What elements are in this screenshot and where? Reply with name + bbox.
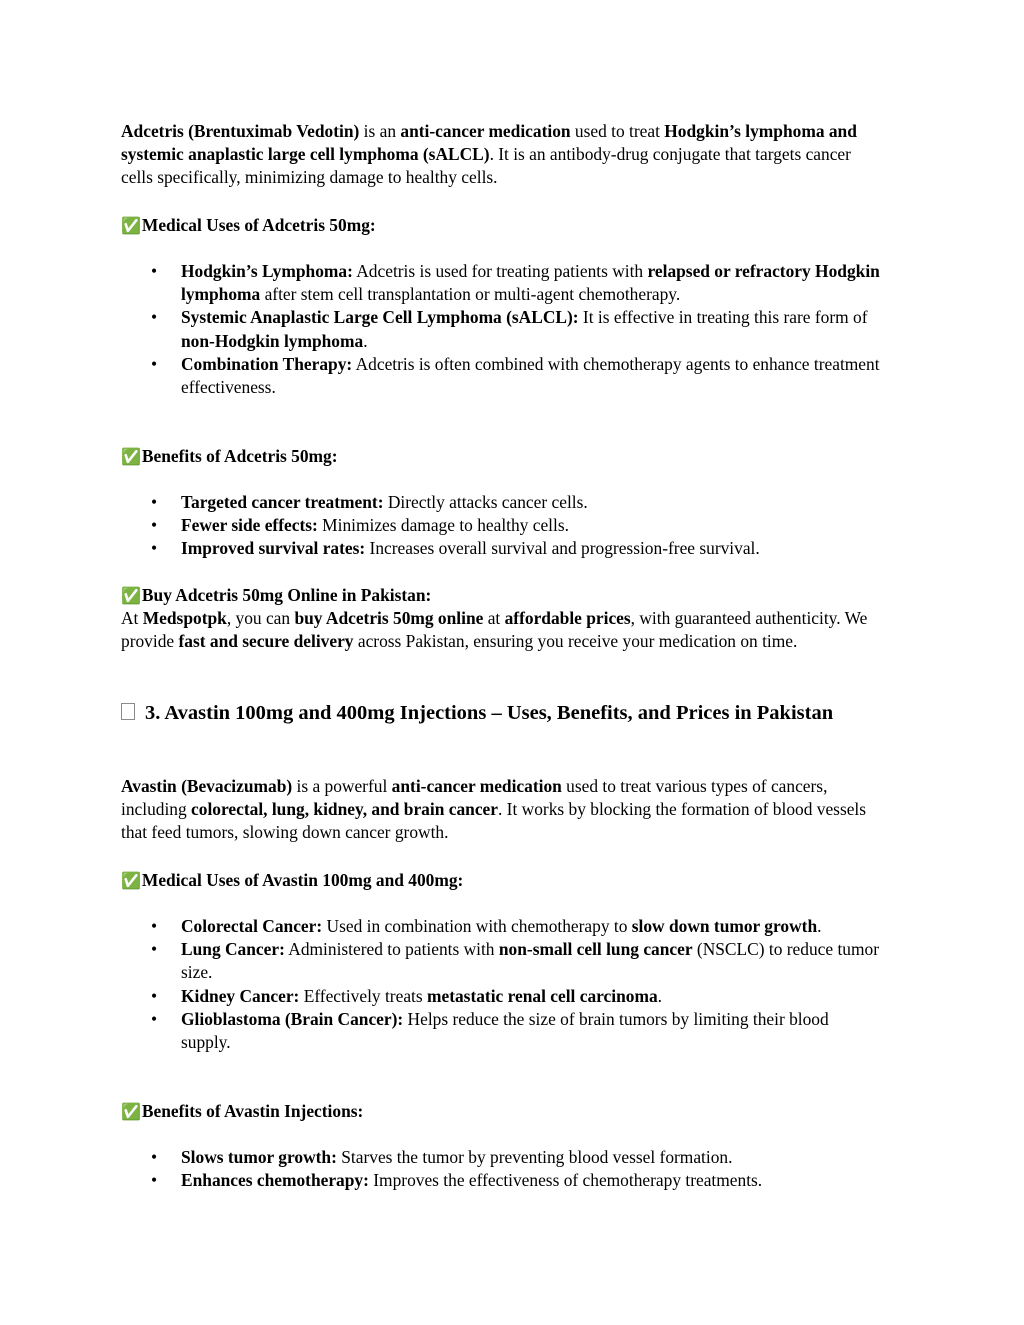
avastin-uses-list bbox=[121, 915, 881, 1054]
avastin-benefits-list bbox=[121, 1146, 881, 1192]
missing-glyph-icon bbox=[121, 703, 135, 720]
checkmark-icon: ✅ bbox=[121, 216, 141, 235]
checkmark-icon: ✅ bbox=[121, 447, 141, 466]
adcetris-intro: Adcetris (Brentuximab Vedotin) is an anti-cancer medication used to treat Hodgkin’s lymphoma and systemic anaplastic large cell lymphoma (sALCL). It is an antibody-drug conjugate that targets cancer cells specifically, minimizing damage to healthy cells. bbox=[121, 121, 857, 188]
adcetris-buy-section bbox=[121, 584, 881, 654]
list-item: • Hodgkin’s Lymphoma: Adcetris is used for treating patients with relapsed or refractory Hodgkin lymphoma after stem cell transplantation or multi-agent chemotherapy. bbox=[121, 260, 881, 306]
adcetris-buy-heading: ✅Buy Adcetris 50mg Online in Pakistan: bbox=[121, 585, 432, 605]
checkmark-icon: ✅ bbox=[121, 1102, 141, 1121]
list-item: • Enhances chemotherapy: Improves the effectiveness of chemotherapy treatments. bbox=[121, 1169, 881, 1192]
checkmark-icon: ✅ bbox=[121, 871, 141, 890]
adcetris-uses-heading: ✅Medical Uses of Adcetris 50mg: bbox=[121, 215, 376, 235]
list-item: • Improved survival rates: Increases overall survival and progression-free survival. bbox=[121, 537, 881, 560]
list-item: • Targeted cancer treatment: Directly attacks cancer cells. bbox=[121, 491, 881, 514]
list-item: • Colorectal Cancer: Used in combination with chemotherapy to slow down tumor growth. bbox=[121, 915, 881, 938]
avastin-section-heading: 3. Avastin 100mg and 400mg Injections – Uses, Benefits, and Prices in Pakistan bbox=[121, 700, 881, 726]
checkmark-icon: ✅ bbox=[121, 586, 141, 605]
list-item: • Slows tumor growth: Starves the tumor by preventing blood vessel formation. bbox=[121, 1146, 881, 1169]
list-item: • Lung Cancer: Administered to patients with non-small cell lung cancer (NSCLC) to reduce tumor size. bbox=[121, 938, 881, 984]
list-item: • Systemic Anaplastic Large Cell Lymphoma (sALCL): It is effective in treating this rare form of non-Hodgkin lymphoma. bbox=[121, 306, 881, 352]
list-item: • Glioblastoma (Brain Cancer): Helps reduce the size of brain tumors by limiting their blood supply. bbox=[121, 1008, 881, 1054]
adcetris-uses-list bbox=[121, 260, 881, 399]
avastin-intro: Avastin (Bevacizumab) is a powerful anti-cancer medication used to treat various types of cancers, including colorectal, lung, kidney, and brain cancer. It works by blocking the formation of blood vessels that feed tumors, slowing down cancer growth. bbox=[121, 776, 867, 843]
adcetris-buy-text: At Medspotpk, you can buy Adcetris 50mg online at affordable prices, with guaranteed authenticity. We provide fast and secure delivery across Pakistan, ensuring you receive your medication on time. bbox=[121, 608, 868, 652]
list-item: • Fewer side effects: Minimizes damage to healthy cells. bbox=[121, 514, 881, 537]
list-item: • Kidney Cancer: Effectively treats metastatic renal cell carcinoma. bbox=[121, 985, 881, 1008]
avastin-uses-heading: ✅Medical Uses of Avastin 100mg and 400mg: bbox=[121, 870, 464, 890]
adcetris-benefits-heading: ✅Benefits of Adcetris 50mg: bbox=[121, 446, 338, 466]
avastin-benefits-heading: ✅Benefits of Avastin Injections: bbox=[121, 1101, 364, 1121]
adcetris-benefits-list bbox=[121, 491, 881, 561]
list-item: • Combination Therapy: Adcetris is often combined with chemotherapy agents to enhance treatment effectiveness. bbox=[121, 353, 881, 399]
